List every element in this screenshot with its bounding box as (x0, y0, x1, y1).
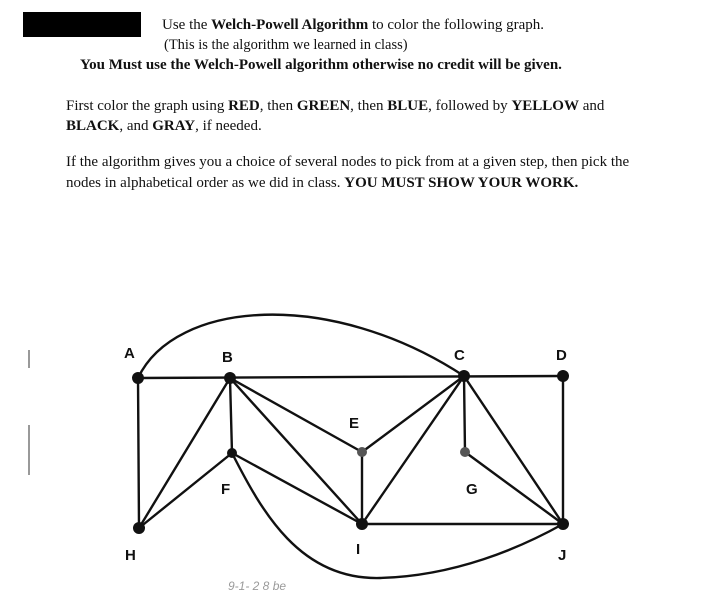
edge-c-i (362, 376, 464, 524)
edge-g-j (465, 452, 563, 524)
vertex-a (132, 372, 144, 384)
vertex-h (133, 522, 145, 534)
edge-c-e (362, 376, 464, 452)
edge-a-c (138, 315, 464, 378)
edge-a-d (138, 376, 563, 378)
vertex-b (224, 372, 236, 384)
vertex-label-d: D (556, 347, 567, 364)
tiebreak-line-1: If the algorithm gives you a choice of several nodes to pick from at a given step, then pick the (66, 154, 630, 170)
vertex-f (227, 448, 237, 458)
vertex-label-a: A (124, 345, 135, 362)
edge-b-i (230, 378, 362, 524)
header-line-1: Use the Welch-Powell Algorithm to color the following graph. (162, 17, 545, 33)
color-order-line-1: First color the graph using RED, then GREEN, then BLUE, followed by YELLOW and (66, 98, 605, 114)
graph-edges (138, 315, 563, 578)
vertex-c (458, 370, 470, 382)
color-order-line-2: BLACK, and GRAY, if needed. (66, 118, 262, 134)
vertex-e (357, 447, 367, 457)
edge-b-h (139, 378, 230, 528)
vertex-j (557, 518, 569, 530)
edge-b-f (230, 378, 232, 453)
vertex-label-j: J (558, 547, 567, 564)
vertex-label-e: E (349, 415, 360, 432)
graph-nodes (132, 370, 569, 534)
vertex-d (557, 370, 569, 382)
vertex-label-i: I (356, 541, 361, 558)
edge-c-g (464, 376, 465, 452)
edge-a-h (138, 378, 139, 528)
header-line-2: (This is the algorithm we learned in class) (164, 37, 408, 53)
vertex-label-f: F (221, 481, 231, 498)
pencil-scribble: 9-1- 2 8 be (228, 579, 287, 593)
tiebreak-line-2: nodes in alphabetical order as we did in class. YOU MUST SHOW YOUR WORK. (66, 175, 579, 191)
edge-f-h (139, 453, 232, 528)
edge-c-j (464, 376, 563, 524)
vertex-g (460, 447, 470, 457)
vertex-label-c: C (454, 347, 465, 364)
vertex-label-b: B (222, 349, 233, 366)
header-warning: You Must use the Welch-Powell algorithm otherwise no credit will be given. (80, 57, 562, 73)
vertex-label-h: H (125, 547, 136, 564)
vertex-i (356, 518, 368, 530)
edge-b-e (230, 378, 362, 452)
vertex-label-g: G (466, 481, 478, 498)
